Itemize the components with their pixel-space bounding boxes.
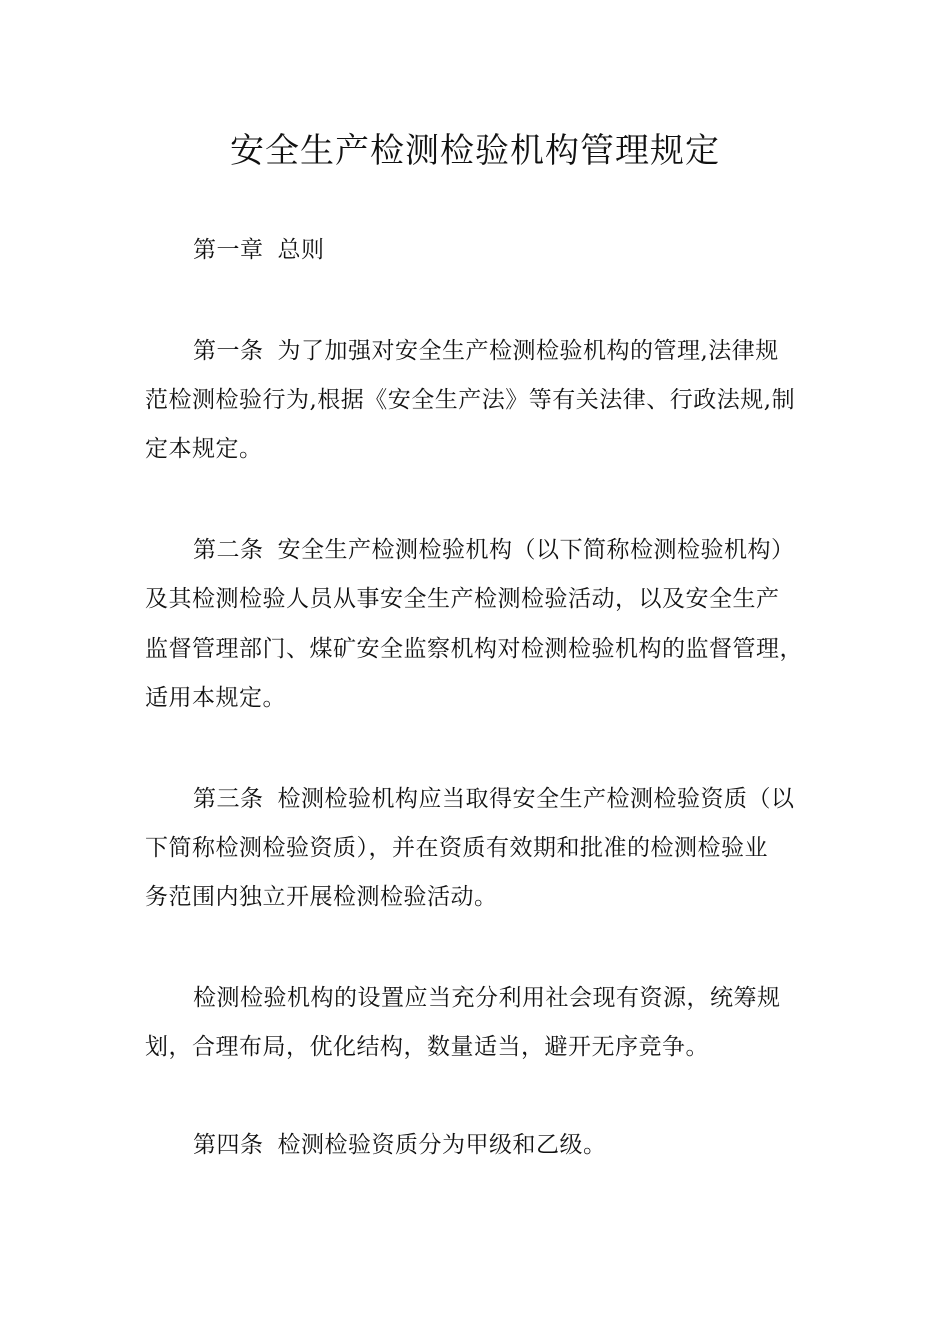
article-3-line-2: 下简称检测检验资质），并在资质有效期和批准的检测检验业 — [145, 835, 768, 861]
article-2-line-2: 及其检测检验人员从事安全生产检测检验活动，以及安全生产 — [145, 586, 780, 612]
article-label: 第一条 — [193, 338, 264, 364]
article-1-line-1 — [193, 336, 779, 366]
article-3-line-3: 务范围内独立开展检测检验活动。 — [145, 884, 498, 910]
article-label: 第四条 — [193, 1132, 264, 1158]
article-1-line-2: 范检测检验行为,根据《安全生产法》等有关法律、行政法规,制 — [145, 387, 796, 413]
article-text: 安全生产检测检验机构（以下简称检测检验机构） — [277, 537, 795, 563]
article-label: 第三条 — [193, 786, 264, 812]
article-4-line-1 — [193, 1130, 607, 1160]
article-1-line-3: 定本规定。 — [145, 436, 263, 462]
document-title: 安全生产检测检验机构管理规定 — [230, 131, 720, 171]
chapter-label: 第一章 — [193, 237, 264, 263]
article-2-line-4: 适用本规定。 — [145, 685, 286, 711]
chapter-heading — [193, 235, 325, 265]
article-2-line-3: 监督管理部门、煤矿安全监察机构对检测检验机构的监督管理， — [145, 636, 803, 662]
article-3-paragraph-2-line-2: 划，合理布局，优化结构，数量适当，避开无序竞争。 — [145, 1034, 709, 1060]
article-3-line-1 — [193, 784, 795, 814]
chapter-name: 总则 — [277, 237, 325, 263]
article-text: 为了加强对安全生产检测检验机构的管理,法律规 — [277, 338, 779, 364]
article-text: 检测检验资质分为甲级和乙级。 — [277, 1132, 607, 1158]
article-3-paragraph-2-line-1: 检测检验机构的设置应当充分利用社会现有资源，统筹规 — [193, 985, 781, 1011]
article-2-line-1 — [193, 535, 795, 565]
article-text: 检测检验机构应当取得安全生产检测检验资质（以 — [277, 786, 795, 812]
article-label: 第二条 — [193, 537, 264, 563]
